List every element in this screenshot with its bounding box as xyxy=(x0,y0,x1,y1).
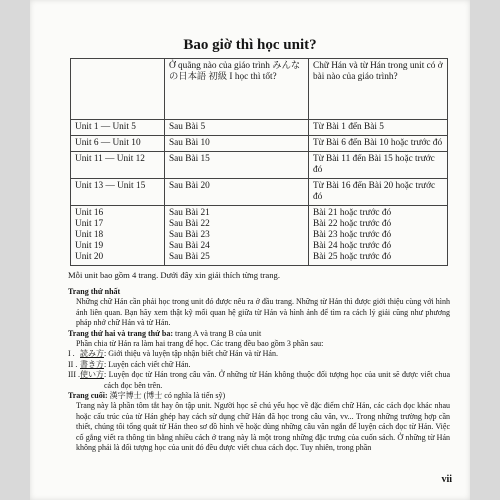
table-header-kanji: Chữ Hán và từ Hán trong unit có ở bài nào của giáo trình? xyxy=(309,59,448,120)
unit-cell: Unit 1 — Unit 5 xyxy=(71,120,165,136)
kanji-cell: Bài 21 hoặc trước đó xyxy=(313,207,392,218)
lesson-cell: Sau Bài 21 xyxy=(169,207,210,218)
section-heading-second xyxy=(68,329,450,339)
table-row xyxy=(71,151,448,178)
table-header-row xyxy=(71,59,448,120)
lesson-cell: Sau Bài 10 xyxy=(165,135,309,151)
unit-cell: Unit 17 xyxy=(75,218,104,229)
kanji-cell: Từ Bài 11 đến Bài 15 hoặc trước đó xyxy=(309,151,448,178)
table-row xyxy=(71,135,448,151)
section-text-second: Phần chia từ Hán ra làm hai trang để học. Các trang đều bao gồm 3 phần sau: xyxy=(76,339,324,349)
list-item-text: : Luyện đọc từ Hán trong câu văn. Ở những từ Hán không thuộc đối tượng học của unit sẽ được viết chua cách đọc bên trên. xyxy=(104,370,450,390)
lesson-cell: Sau Bài 5 xyxy=(165,120,309,136)
lesson-cell: Sau Bài 15 xyxy=(165,151,309,178)
list-item-label: 書き方 xyxy=(80,359,104,369)
explanation-text xyxy=(68,287,450,454)
list-item xyxy=(68,360,450,370)
list-item-label: 読み方 xyxy=(80,349,104,359)
lesson-cell: Sau Bài 24 xyxy=(169,240,210,251)
unit-cell: Unit 19 xyxy=(75,240,104,251)
kanji-cell: Từ Bài 16 đến Bài 20 hoặc trước đó xyxy=(309,178,448,205)
unit-schedule-table xyxy=(70,58,448,266)
unit-note: Mỗi unit bao gồm 4 trang. Dưới đây xin giải thích từng trang. xyxy=(68,270,280,280)
lesson-cell: Sau Bài 25 xyxy=(169,251,210,262)
lesson-cell: Sau Bài 20 xyxy=(165,178,309,205)
table-header-empty xyxy=(71,59,165,120)
list-item xyxy=(68,349,450,359)
unit-cell: Unit 11 — Unit 12 xyxy=(71,151,165,178)
section-heading-first: Trang thứ nhất xyxy=(68,287,121,296)
list-item-number: I . xyxy=(68,349,75,359)
list-item-number: II . xyxy=(68,359,78,369)
document-page xyxy=(30,0,470,500)
section-heading-last-bold: Trang cuối: xyxy=(68,391,108,401)
section-heading-last xyxy=(68,391,450,401)
list-item xyxy=(68,370,450,391)
page-number: vii xyxy=(441,474,452,485)
unit-cell: Unit 18 xyxy=(75,229,104,240)
kanji-cell: Bài 22 hoặc trước đó xyxy=(313,218,392,229)
table-row-combined xyxy=(71,205,448,265)
kanji-cell: Từ Bài 1 đến Bài 5 xyxy=(309,120,448,136)
kanji-cell: Từ Bài 6 đến Bài 10 hoặc trước đó xyxy=(309,135,448,151)
section-heading-second-bold: Trang thứ hai và trang thứ ba: xyxy=(68,328,174,338)
list-item-text: : Giới thiệu và luyện tập nhận biết chữ Hán và từ Hán. xyxy=(104,349,278,359)
list-item-label: 使い方 xyxy=(80,370,104,380)
list-item-number: III . xyxy=(68,370,80,380)
table-header-lesson: Ở quãng nào của giáo trình みんなの日本語 初級 I học thì tốt? xyxy=(165,59,309,120)
kanji-cell-group xyxy=(309,205,448,265)
unit-cell: Unit 6 — Unit 10 xyxy=(71,135,165,151)
section-heading-second-rest: trang A và trang B của unit xyxy=(173,328,262,338)
lesson-cell: Sau Bài 23 xyxy=(169,229,210,240)
table-row xyxy=(71,178,448,205)
section-text-first: Những chữ Hán cần phải học trong unit đó được nêu ra ở đầu trang. Những từ Hán thì được giới thiệu cùng với hình ảnh liên quan. Bạn hãy xem thật kỹ mối quan hệ giữa từ Hán và hình ảnh để tìm ra cách lý giải cũng như phương pháp nhớ chữ Hán và từ Hán. xyxy=(76,297,450,328)
kanji-cell: Bài 23 hoặc trước đó xyxy=(313,229,392,240)
table-row xyxy=(71,120,448,136)
unit-cell: Unit 13 — Unit 15 xyxy=(71,178,165,205)
unit-cell: Unit 16 xyxy=(75,207,104,218)
section-text-last: Trang này là phần tôm tắt hay ôn tập unit. Người học sẽ chú yếu học về đặc điểm chữ Hán, các cách đọc khác nhau hoặc cấu trúc của từ Hán ghép hay cách sử dụng chữ Hán đã học trong câu văn, vv... Trong những trường hợp cần thiết, chúng tôi tổng quát từ Hán theo sơ đồ hình vẽ hoặc dùng những câu văn ngắn để luyện cách đọc từ Hán. Việc cố gắng viết ra thông tin bằng nhiều cách ở trang này là một trong những đặc trưng của cuốn sách. Ở những từ Hán không phải là đối tượng học của unit đó đều được viết chua cách đọc. Tuy nhiên, trong phần xyxy=(76,401,450,453)
lesson-cell: Sau Bài 22 xyxy=(169,218,210,229)
lesson-cell-group xyxy=(165,205,309,265)
section-heading-last-rest: 漢字博士 (博士 có nghĩa là tiến sỹ) xyxy=(107,391,226,401)
kanji-cell: Bài 25 hoặc trước đó xyxy=(313,251,392,262)
page-title: Bao giờ thì học unit? xyxy=(183,37,317,53)
kanji-cell: Bài 24 hoặc trước đó xyxy=(313,240,392,251)
list-item-text: : Luyện cách viết chữ Hán. xyxy=(104,359,191,369)
unit-cell: Unit 20 xyxy=(75,251,104,262)
unit-cell-group xyxy=(71,205,165,265)
